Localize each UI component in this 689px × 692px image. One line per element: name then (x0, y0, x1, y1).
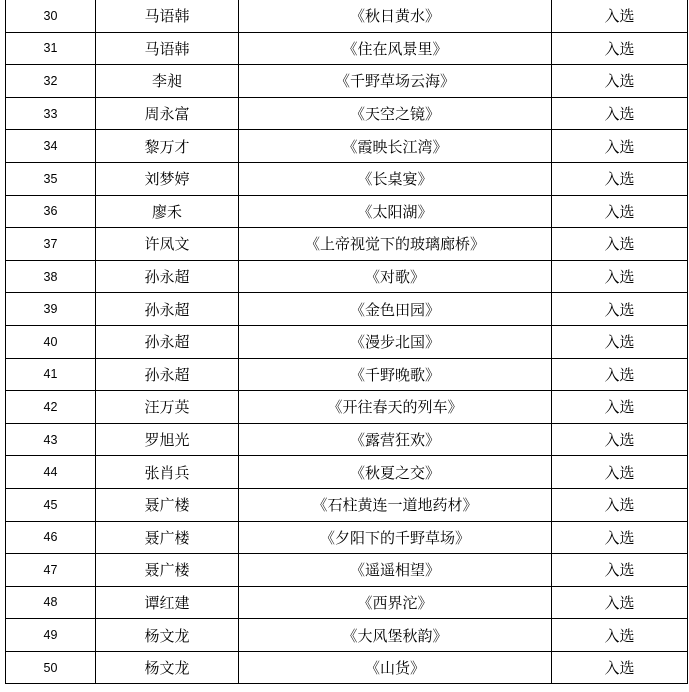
work-title: 《太阳湖》 (239, 195, 552, 228)
table-row (6, 32, 688, 65)
selection-status: 入选 (552, 325, 688, 358)
table-row (6, 97, 688, 130)
results-table (5, 0, 688, 684)
table-row (6, 554, 688, 587)
work-title: 《开往春天的列车》 (239, 391, 552, 424)
selection-status: 入选 (552, 260, 688, 293)
row-number: 30 (6, 0, 96, 32)
table-row (6, 488, 688, 521)
table-row (6, 195, 688, 228)
work-title: 《秋日黄水》 (239, 0, 552, 32)
table-row (6, 456, 688, 489)
selection-status: 入选 (552, 195, 688, 228)
work-title: 《露营狂欢》 (239, 423, 552, 456)
work-title: 《住在风景里》 (239, 32, 552, 65)
table-row (6, 586, 688, 619)
author-name: 许凤文 (96, 228, 239, 261)
work-title: 《千野晚歌》 (239, 358, 552, 391)
selection-status: 入选 (552, 358, 688, 391)
selection-status: 入选 (552, 65, 688, 98)
work-title: 《秋夏之交》 (239, 456, 552, 489)
row-number: 36 (6, 195, 96, 228)
results-table-body (6, 0, 688, 684)
work-title: 《千野草场云海》 (239, 65, 552, 98)
author-name: 廖禾 (96, 195, 239, 228)
author-name: 杨文龙 (96, 651, 239, 684)
work-title: 《天空之镜》 (239, 97, 552, 130)
row-number: 39 (6, 293, 96, 326)
selection-status: 入选 (552, 586, 688, 619)
table-row (6, 293, 688, 326)
author-name: 周永富 (96, 97, 239, 130)
table-row (6, 358, 688, 391)
selection-status: 入选 (552, 488, 688, 521)
row-number: 44 (6, 456, 96, 489)
selection-status: 入选 (552, 423, 688, 456)
selection-status: 入选 (552, 456, 688, 489)
row-number: 42 (6, 391, 96, 424)
table-row (6, 651, 688, 684)
author-name: 聂广楼 (96, 521, 239, 554)
selection-status: 入选 (552, 32, 688, 65)
author-name: 汪万英 (96, 391, 239, 424)
row-number: 47 (6, 554, 96, 587)
work-title: 《漫步北国》 (239, 325, 552, 358)
work-title: 《西界沱》 (239, 586, 552, 619)
selection-status: 入选 (552, 554, 688, 587)
author-name: 黎万才 (96, 130, 239, 163)
table-row (6, 325, 688, 358)
work-title: 《上帝视觉下的玻璃廊桥》 (239, 228, 552, 261)
selection-status: 入选 (552, 162, 688, 195)
row-number: 41 (6, 358, 96, 391)
row-number: 46 (6, 521, 96, 554)
selection-status: 入选 (552, 521, 688, 554)
author-name: 孙永超 (96, 293, 239, 326)
row-number: 38 (6, 260, 96, 293)
table-row (6, 65, 688, 98)
row-number: 31 (6, 32, 96, 65)
row-number: 37 (6, 228, 96, 261)
selection-status: 入选 (552, 619, 688, 652)
author-name: 张肖兵 (96, 456, 239, 489)
author-name: 孙永超 (96, 260, 239, 293)
selection-status: 入选 (552, 391, 688, 424)
work-title: 《遥遥相望》 (239, 554, 552, 587)
row-number: 32 (6, 65, 96, 98)
row-number: 45 (6, 488, 96, 521)
author-name: 马语韩 (96, 32, 239, 65)
author-name: 孙永超 (96, 325, 239, 358)
table-row (6, 0, 688, 32)
row-number: 48 (6, 586, 96, 619)
selection-status: 入选 (552, 0, 688, 32)
table-row (6, 391, 688, 424)
row-number: 33 (6, 97, 96, 130)
table-row (6, 423, 688, 456)
author-name: 孙永超 (96, 358, 239, 391)
work-title: 《霞映长江湾》 (239, 130, 552, 163)
row-number: 49 (6, 619, 96, 652)
author-name: 杨文龙 (96, 619, 239, 652)
author-name: 李昶 (96, 65, 239, 98)
work-title: 《金色田园》 (239, 293, 552, 326)
table-row (6, 228, 688, 261)
row-number: 50 (6, 651, 96, 684)
work-title: 《石柱黄连一道地药材》 (239, 488, 552, 521)
selection-status: 入选 (552, 228, 688, 261)
row-number: 34 (6, 130, 96, 163)
table-row (6, 521, 688, 554)
author-name: 刘梦婷 (96, 162, 239, 195)
author-name: 聂广楼 (96, 554, 239, 587)
row-number: 43 (6, 423, 96, 456)
work-title: 《夕阳下的千野草场》 (239, 521, 552, 554)
table-row (6, 130, 688, 163)
selection-status: 入选 (552, 130, 688, 163)
work-title: 《大风堡秋韵》 (239, 619, 552, 652)
selection-status: 入选 (552, 651, 688, 684)
work-title: 《对歌》 (239, 260, 552, 293)
author-name: 马语韩 (96, 0, 239, 32)
row-number: 35 (6, 162, 96, 195)
selection-status: 入选 (552, 97, 688, 130)
author-name: 聂广楼 (96, 488, 239, 521)
row-number: 40 (6, 325, 96, 358)
table-row (6, 619, 688, 652)
selection-status: 入选 (552, 293, 688, 326)
table-row (6, 260, 688, 293)
work-title: 《长桌宴》 (239, 162, 552, 195)
table-row (6, 162, 688, 195)
work-title: 《山货》 (239, 651, 552, 684)
author-name: 谭红建 (96, 586, 239, 619)
author-name: 罗旭光 (96, 423, 239, 456)
